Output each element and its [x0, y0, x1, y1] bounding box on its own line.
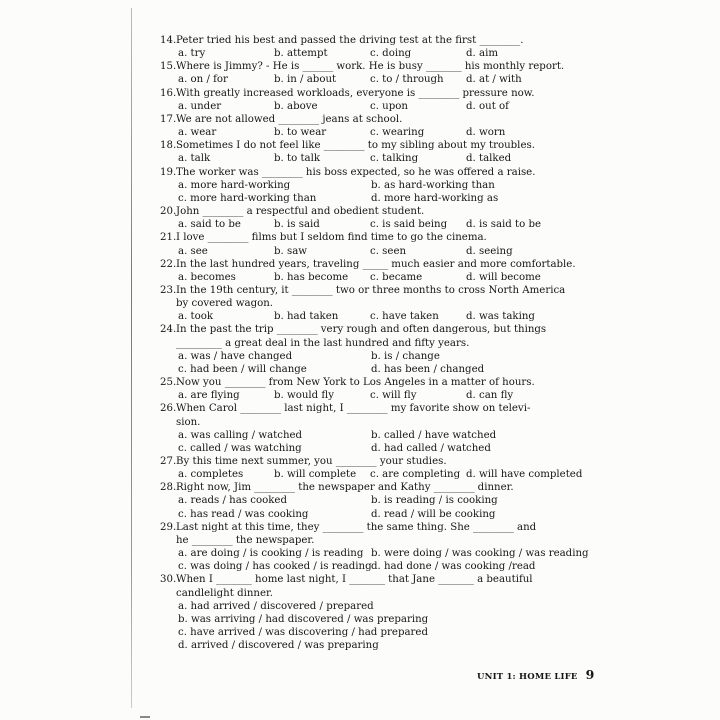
answer-options	[176, 389, 580, 402]
answer-options	[176, 179, 580, 205]
answer-option: b. is reading / is cooking	[371, 495, 498, 507]
answer-option: c. was doing / has cooked / is reading	[178, 561, 372, 573]
question-stem-continued: candlelight dinner.	[176, 587, 273, 599]
question-stem: In the last hundred years, traveling _____ much easier and more comfortable.	[176, 258, 576, 270]
answer-option: d. aim	[466, 48, 498, 60]
answer-option: b. in / about	[274, 74, 337, 86]
question-28	[160, 481, 580, 520]
answer-option: c. became	[370, 271, 423, 283]
answer-option: c. to / through	[370, 74, 444, 86]
answer-option: b. would fly	[274, 390, 334, 402]
answer-option: b. to talk	[274, 153, 321, 165]
question-stem-continued: he ________ the newspaper.	[176, 534, 315, 546]
question-number: 18.	[160, 140, 177, 152]
answer-option: c. seen	[370, 245, 407, 257]
question-number: 14.	[160, 35, 177, 46]
unit-title: UNIT 1: HOME LIFE	[477, 672, 578, 682]
answer-option: a. under	[178, 100, 222, 112]
question-number: 21.	[160, 232, 177, 244]
answer-option: c. are completing	[370, 469, 461, 481]
question-number: 25.	[160, 377, 177, 389]
question-stem: Sometimes I do not feel like ________ to my sibling about my troubles.	[176, 140, 535, 152]
answer-options	[176, 73, 580, 86]
question-number: 27.	[160, 456, 177, 467]
question-stem: When Carol ________ last night, I ________ my favorite show on televi-	[176, 403, 531, 415]
answer-option: c. will fly	[370, 390, 417, 402]
answer-option: d. was taking	[466, 311, 535, 323]
question-stem: Now you ________ from New York to Los Angeles in a matter of hours.	[176, 377, 535, 389]
answer-options	[176, 494, 580, 520]
question-number: 22.	[160, 258, 177, 270]
question-18	[160, 139, 580, 165]
answer-option: d. out of	[466, 100, 509, 112]
answer-options	[176, 468, 583, 481]
answer-options	[176, 271, 580, 284]
page-binding-edge	[131, 8, 132, 708]
question-number: 17.	[160, 113, 177, 125]
answer-option: d. worn	[466, 127, 506, 139]
answer-option: c. had been / will change	[178, 363, 307, 375]
answer-option: b. is / change	[371, 350, 440, 362]
answer-option: b. called / have watched	[371, 429, 497, 441]
question-number: 29.	[160, 521, 177, 533]
answer-option: c. called / was watching	[178, 442, 302, 454]
question-23	[160, 284, 580, 323]
question-26	[160, 402, 580, 455]
question-stem: Last night at this time, they ________ the same thing. She ________ and	[176, 521, 537, 533]
answer-option: c. talking	[370, 153, 419, 165]
answer-option: b. attempt	[274, 48, 328, 60]
question-27	[160, 455, 583, 481]
answer-option: b. to wear	[274, 127, 327, 139]
answer-option: b. saw	[274, 245, 308, 257]
question-30	[160, 573, 580, 652]
question-stem: In the past the trip ________ very rough and often dangerous, but things	[176, 324, 547, 336]
question-stem: The worker was ________ his boss expected, so he was offered a raise.	[176, 166, 536, 178]
answer-options	[176, 245, 580, 258]
answer-option: b. has become	[274, 271, 349, 283]
question-stem: John ________ a respectful and obedient student.	[176, 206, 425, 218]
question-22	[160, 258, 580, 284]
answer-option: c. have arrived / was discovering / had prepared	[178, 627, 428, 639]
question-14	[160, 34, 580, 60]
question-number: 15.	[160, 61, 177, 73]
question-number: 23.	[160, 284, 177, 296]
answer-option: d. has been / changed	[371, 363, 485, 375]
answer-option: d. can fly	[466, 390, 514, 402]
answer-options	[176, 218, 580, 231]
question-number: 30.	[160, 574, 177, 586]
answer-option: a. are doing / is cooking / is reading	[178, 548, 364, 560]
question-number: 19.	[160, 166, 177, 178]
answer-option: c. upon	[370, 100, 408, 112]
question-stem-continued: sion.	[176, 416, 201, 428]
answer-option: a. more hard-working	[178, 179, 291, 191]
question-stem: I love ________ films but I seldom find time to go the cinema.	[176, 232, 487, 244]
answer-option: d. arrived / discovered / was preparing	[178, 640, 379, 652]
answer-option: a. are flying	[178, 390, 240, 402]
answer-option: d. will become	[466, 271, 541, 283]
answer-option: c. wearing	[370, 127, 425, 139]
answer-options	[176, 547, 589, 573]
answer-option: c. more hard-working than	[178, 192, 317, 204]
answer-option: a. completes	[178, 469, 244, 481]
question-29	[160, 521, 589, 574]
question-number: 24.	[160, 324, 177, 336]
question-stem: Right now, Jim ________ the newspaper and Kathy ________ dinner.	[176, 482, 514, 494]
question-21	[160, 231, 580, 257]
answer-option: d. seeing	[466, 245, 513, 257]
answer-option: a. talk	[178, 153, 211, 165]
answer-option: a. wear	[178, 127, 217, 139]
question-stem: Peter tried his best and passed the driving test at the first ________.	[176, 35, 524, 46]
question-19	[160, 166, 580, 205]
page-corner-mark	[140, 716, 150, 718]
answer-option: c. has read / was cooking	[178, 508, 309, 520]
answer-options	[176, 152, 580, 165]
answer-option: a. was calling / watched	[178, 429, 303, 441]
answer-option: c. have taken	[370, 311, 439, 323]
page-number: 9	[585, 667, 595, 682]
answer-options	[176, 350, 580, 376]
answer-option: d. is said to be	[466, 219, 542, 231]
answer-option: d. talked	[466, 153, 512, 165]
answer-option: c. doing	[370, 48, 412, 60]
question-stem: With greatly increased workloads, everyone is ________ pressure now.	[176, 87, 535, 99]
question-stem: Where is Jimmy? - He is ______ work. He is busy _______ his monthly report.	[176, 61, 565, 73]
answer-options	[176, 600, 580, 653]
answer-option: d. more hard-working as	[371, 192, 499, 204]
answer-option: b. is said	[274, 219, 320, 231]
question-24	[160, 323, 580, 376]
answer-option: b. as hard-working than	[371, 179, 495, 191]
answer-option: d. had done / was cooking /read	[371, 561, 536, 573]
answer-option: a. took	[178, 311, 214, 323]
answer-option: b. were doing / was cooking / was reading	[371, 548, 589, 560]
answer-option: b. had taken	[274, 311, 339, 323]
answer-options	[176, 126, 580, 139]
answer-option: a. becomes	[178, 271, 236, 283]
question-stem-continued: by covered wagon.	[176, 298, 274, 310]
answer-option: d. at / with	[466, 74, 522, 86]
answer-option: a. see	[178, 245, 208, 257]
question-stem: When I _______ home last night, I _______ that Jane _______ a beautiful	[176, 574, 533, 586]
answer-option: d. will have completed	[466, 469, 583, 481]
answer-option: b. will complete	[274, 469, 357, 481]
answer-option: b. above	[274, 100, 318, 112]
exercise-sheet	[160, 34, 589, 652]
question-17	[160, 113, 580, 139]
question-number: 28.	[160, 482, 177, 494]
answer-option: a. said to be	[178, 219, 241, 231]
answer-option: b. was arriving / had discovered / was preparing	[178, 613, 429, 625]
question-number: 26.	[160, 403, 177, 415]
question-number: 16.	[160, 87, 177, 99]
question-16	[160, 87, 580, 113]
question-15	[160, 60, 580, 86]
answer-options	[176, 100, 580, 113]
question-stem: We are not allowed ________ jeans at school.	[176, 113, 403, 125]
question-stem-continued: _________ a great deal in the last hundred and fifty years.	[176, 337, 470, 349]
page-footer	[477, 667, 595, 682]
question-number: 20.	[160, 206, 177, 218]
answer-option: d. read / will be cooking	[371, 508, 496, 520]
answer-options	[176, 310, 580, 323]
answer-options	[176, 47, 580, 60]
question-stem: In the 19th century, it ________ two or three months to cross North America	[176, 284, 566, 296]
answer-option: a. was / have changed	[178, 350, 293, 362]
answer-option: a. reads / has cooked	[178, 495, 287, 507]
answer-option: a. had arrived / discovered / prepared	[178, 600, 374, 612]
question-25	[160, 376, 580, 402]
answer-option: c. is said being	[370, 219, 448, 231]
answer-option: d. had called / watched	[371, 442, 491, 454]
question-20	[160, 205, 580, 231]
question-stem: By this time next summer, you ________ your studies.	[176, 456, 447, 467]
answer-option: a. on / for	[178, 74, 228, 86]
answer-option: a. try	[178, 48, 206, 60]
answer-options	[176, 429, 580, 455]
